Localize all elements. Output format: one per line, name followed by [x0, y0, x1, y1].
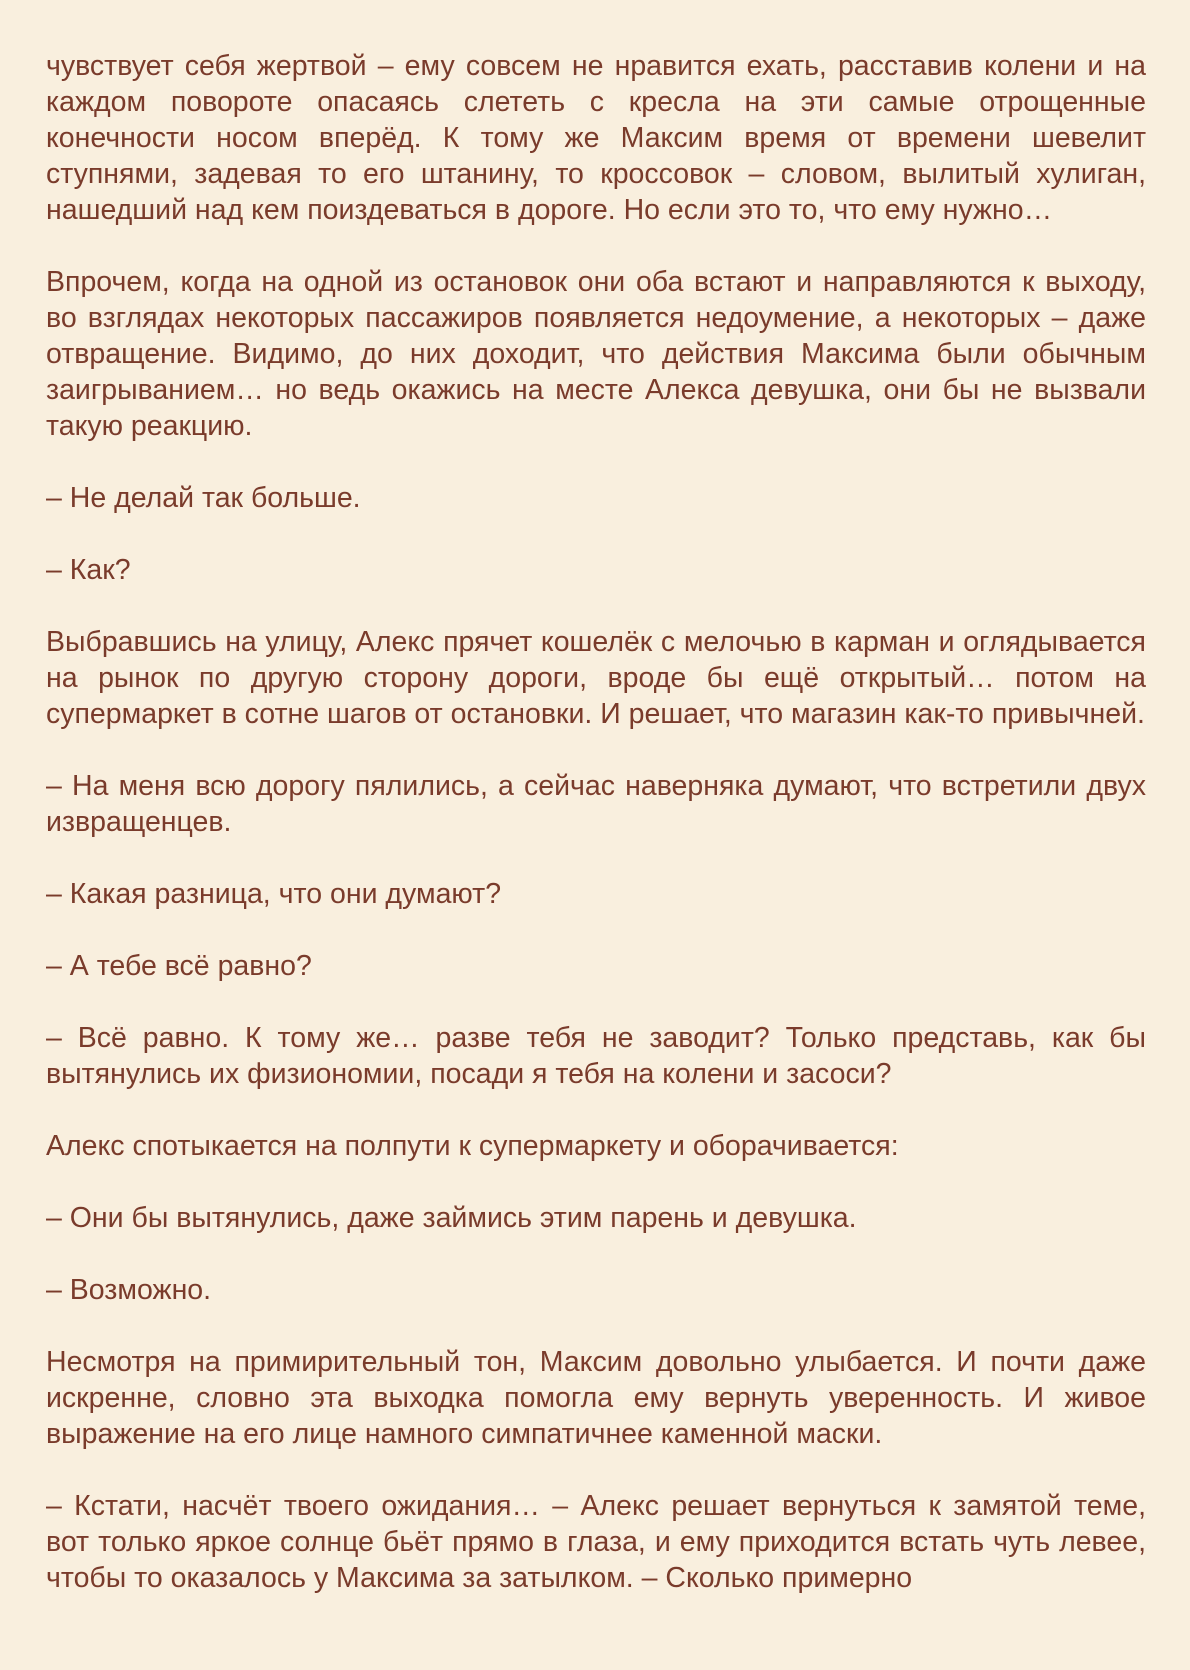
dialogue-line: – Как? — [46, 554, 131, 586]
paragraph: Алекс спотыкается на полпути к супермаркету и оборачивается: — [46, 1130, 899, 1162]
dialogue-line: – Возможно. — [46, 1274, 212, 1306]
dialogue-line: – Они бы вытянулись, даже займись этим парень и девушка. — [46, 1202, 857, 1234]
dialogue-line: – Всё равно. К тому же… разве тебя не заводит? Только представь, как бы вытянулись их физиономии, посади я тебя на колени и засоси? — [46, 1022, 1146, 1090]
dialogue-line: – На меня всю дорогу пялились, а сейчас наверняка думают, что встретили двух извращенцев. — [46, 770, 1146, 838]
dialogue-line: – А тебе всё равно? — [46, 950, 312, 982]
paragraph: Несмотря на примирительный тон, Максим довольно улыбается. И почти даже искренне, словно эта выходка помогла ему вернуть уверенность. И живое выражение на его лице намного симпатичнее каменной маски. — [46, 1346, 1146, 1450]
dialogue-line: – Кстати, насчёт твоего ожидания… – Алекс решает вернуться к замятой теме, вот только яркое солнце бьёт прямо в глаза, и ему приходится встать чуть левее, чтобы то оказалось у Максима за затылком. – Сколько примерно — [46, 1490, 1146, 1594]
paragraph: Впрочем, когда на одной из остановок они оба встают и направляются к выходу, во взглядах некоторых пассажиров появляется недоумение, а некоторых – даже отвращение. Видимо, до них доходит, что действия Максима были обычным заигрыванием… но ведь окажись на месте Алекса девушка, они бы не вызвали такую реакцию. — [46, 266, 1146, 442]
dialogue-line: – Какая разница, что они думают? — [46, 878, 502, 910]
paragraph: Выбравшись на улицу, Алекс прячет кошелёк с мелочью в карман и оглядывается на рынок по другую сторону дороги, вроде бы ещё открытый… потом на супермаркет в сотне шагов от остановки. И решает, что магазин как-то привычней. — [46, 626, 1146, 730]
paragraph: чувствует себя жертвой – ему совсем не нравится ехать, расставив колени и на каждом повороте опасаясь слететь с кресла на эти самые отрощенные конечности носом вперёд. К тому же Максим время от времени шевелит ступнями, задевая то его штанину, то кроссовок – словом, вылитый хулиган, нашедший над кем поиздеваться в дороге. Но если это то, что ему нужно… — [46, 50, 1146, 226]
dialogue-line: – Не делай так больше. — [46, 482, 361, 514]
